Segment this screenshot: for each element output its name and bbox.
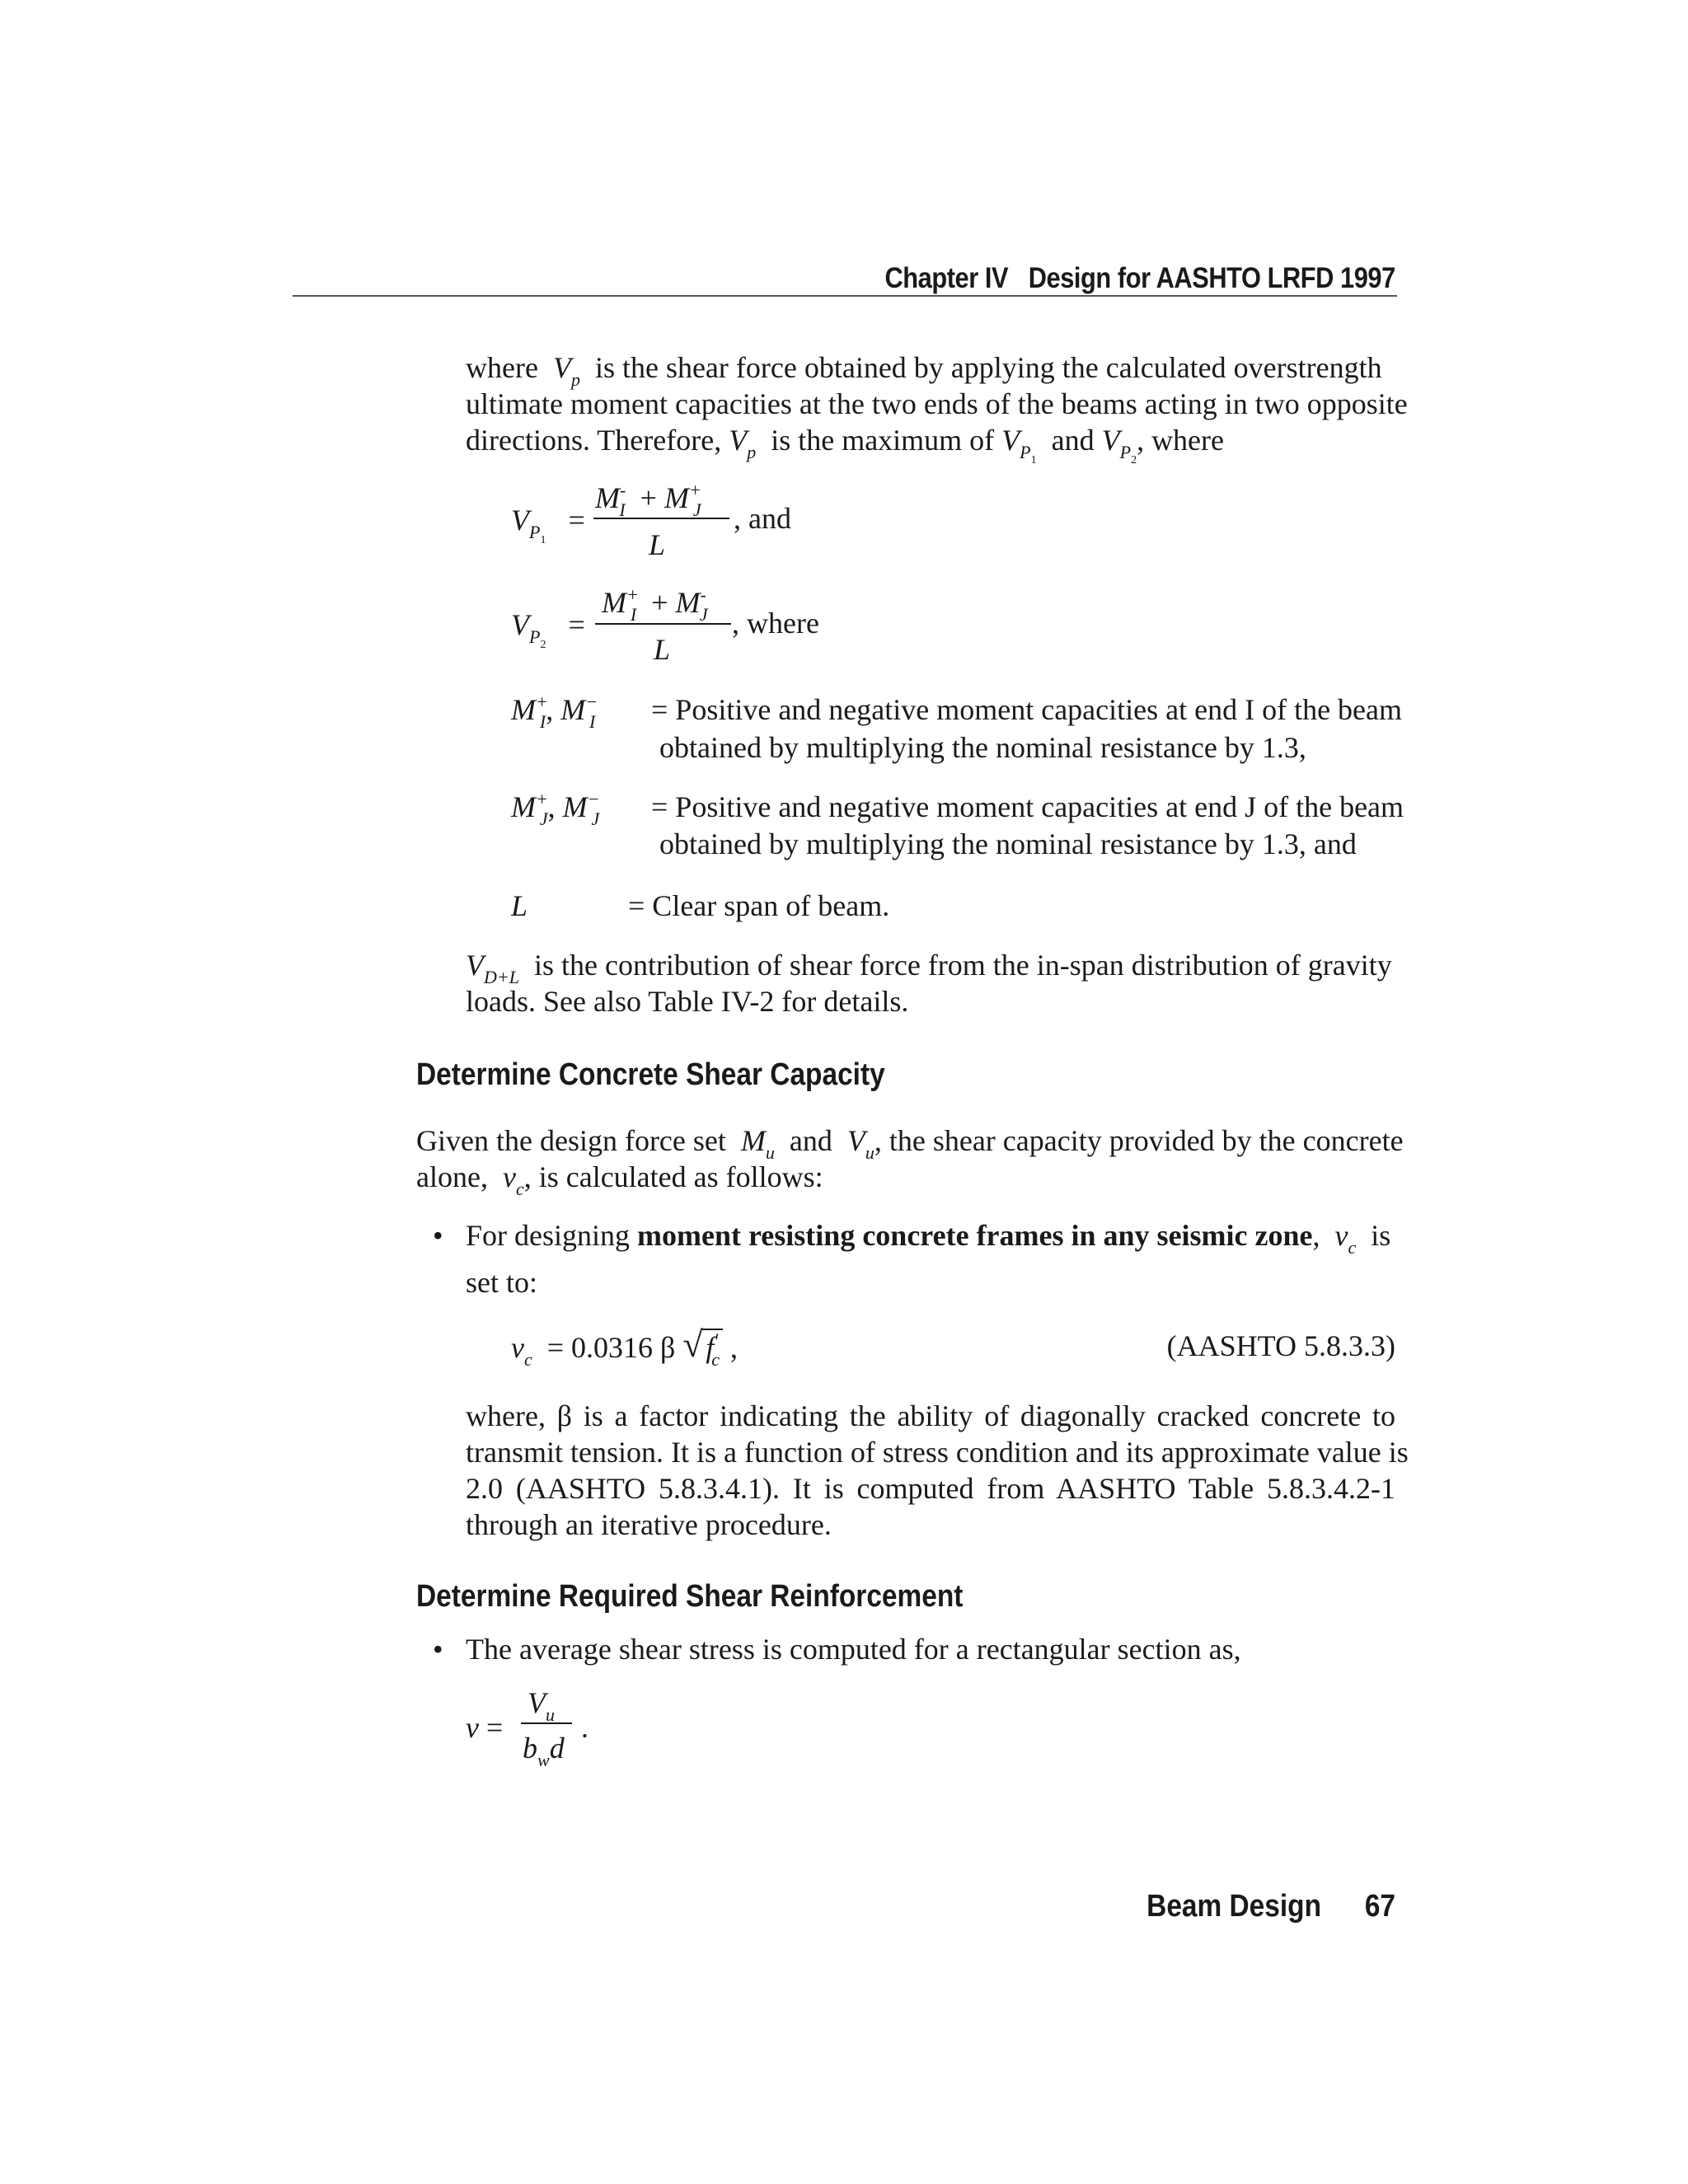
- header-title: Design for AASHTO LRFD 1997: [1028, 262, 1395, 294]
- eq-v-period: .: [581, 1711, 588, 1744]
- bullet-2-marker: •: [433, 1633, 443, 1666]
- intro-line-2: ultimate moment capacities at the two ends of the beams acting in two opposite: [466, 387, 1408, 420]
- s1-where-line-1: where, β is a factor indicating the ability of diagonally cracked concrete to: [466, 1399, 1395, 1432]
- def-mi-symbol: $M^+_I$, $M^-_I$: [511, 691, 598, 732]
- intro-line-3: directions. Therefore, $V_p$ is the maximum of $V_{P_1}$ and $V_{P_2}$, where: [466, 424, 1225, 466]
- footer-section: Beam Design: [1146, 1889, 1321, 1924]
- s1-line-1: Given the design force set $M_u$ and $V_u$, the shear capacity provided by the concrete: [416, 1124, 1404, 1163]
- eq-vp1-denominator: L: [649, 528, 666, 561]
- s1-where-line-3: 2.0 (AASHTO 5.8.3.4.1). It is computed from AASHTO Table 5.8.3.4.2-1: [466, 1472, 1395, 1505]
- bullet-1-marker: •: [433, 1219, 443, 1252]
- eq-vp2-lhs: $V_{P_2}$ =: [511, 608, 585, 651]
- intro-line-1: where $V_p$ is the shear force obtained by applying the calculated overstrength: [466, 351, 1382, 390]
- def-mj-text-2: obtained by multiplying the nominal resistance by 1.3, and: [659, 827, 1357, 860]
- def-mi-text-1: = Positive and negative moment capacities at end I of the beam: [651, 693, 1403, 726]
- eq-v-denominator: $b_wd$: [523, 1732, 565, 1770]
- header-rule: [293, 295, 1397, 297]
- section-heading-concrete-shear: Determine Concrete Shear Capacity: [416, 1057, 885, 1092]
- eq-vc: $v_c = 0.0316$ β √ $f'_c$ ,: [511, 1324, 738, 1370]
- def-mj-symbol: $M^+_J$, $M^-_J$: [511, 789, 600, 829]
- eq-v-bar: [521, 1722, 572, 1724]
- s1-where-line-4: through an iterative procedure.: [466, 1508, 832, 1541]
- s1-line-2: alone, $v_c$, is calculated as follows:: [416, 1160, 823, 1199]
- eq-vp1-tail: , and: [734, 502, 791, 535]
- s1-where-line-2: transmit tension. It is a function of stress condition and its approximate value is: [466, 1436, 1409, 1469]
- eq-v-lhs: v =: [466, 1711, 504, 1744]
- header-chapter: Chapter IV: [884, 262, 1009, 294]
- page-footer: [1146, 1889, 1395, 1924]
- eq-vp2-denominator: L: [654, 633, 671, 666]
- vdl-line-1: $V_{D+L}$ is the contribution of shear force from the in-span distribution of gravity: [466, 949, 1392, 987]
- eq-vp2-bar: [595, 623, 731, 625]
- bullet-1-line-2: set to:: [466, 1266, 537, 1299]
- def-mj-text-1: = Positive and negative moment capacities at end J of the beam: [651, 790, 1404, 823]
- section-heading-shear-reinforcement: Determine Required Shear Reinforcement: [416, 1579, 964, 1614]
- running-header: [885, 262, 1395, 295]
- page-number: 67: [1364, 1889, 1395, 1924]
- bullet-2-text: The average shear stress is computed for a rectangular section as,: [466, 1633, 1241, 1666]
- def-mi-text-2: obtained by multiplying the nominal resistance by 1.3,: [659, 731, 1306, 764]
- eq-vp1-lhs: $V_{P_1}$ =: [511, 504, 585, 546]
- def-l-text: = Clear span of beam.: [628, 889, 890, 922]
- eq-vp1-numerator: $M^-_I + M^+_J$: [595, 480, 701, 520]
- eq-vp1-bar: [593, 518, 729, 519]
- eq-vp2-tail: , where: [732, 607, 819, 640]
- eq-vp2-numerator: $M^+_I + M^-_J$: [602, 584, 708, 625]
- vdl-line-2: loads. See also Table IV-2 for details.: [466, 985, 909, 1018]
- def-l-symbol: L: [511, 889, 528, 922]
- eq-vc-reference: (AASHTO 5.8.3.3): [1166, 1329, 1395, 1362]
- bullet-1-line-1: For designing moment resisting concrete frames in any seismic zone, $v_c$ is: [466, 1219, 1391, 1258]
- eq-v-numerator: $V_u$: [528, 1686, 555, 1725]
